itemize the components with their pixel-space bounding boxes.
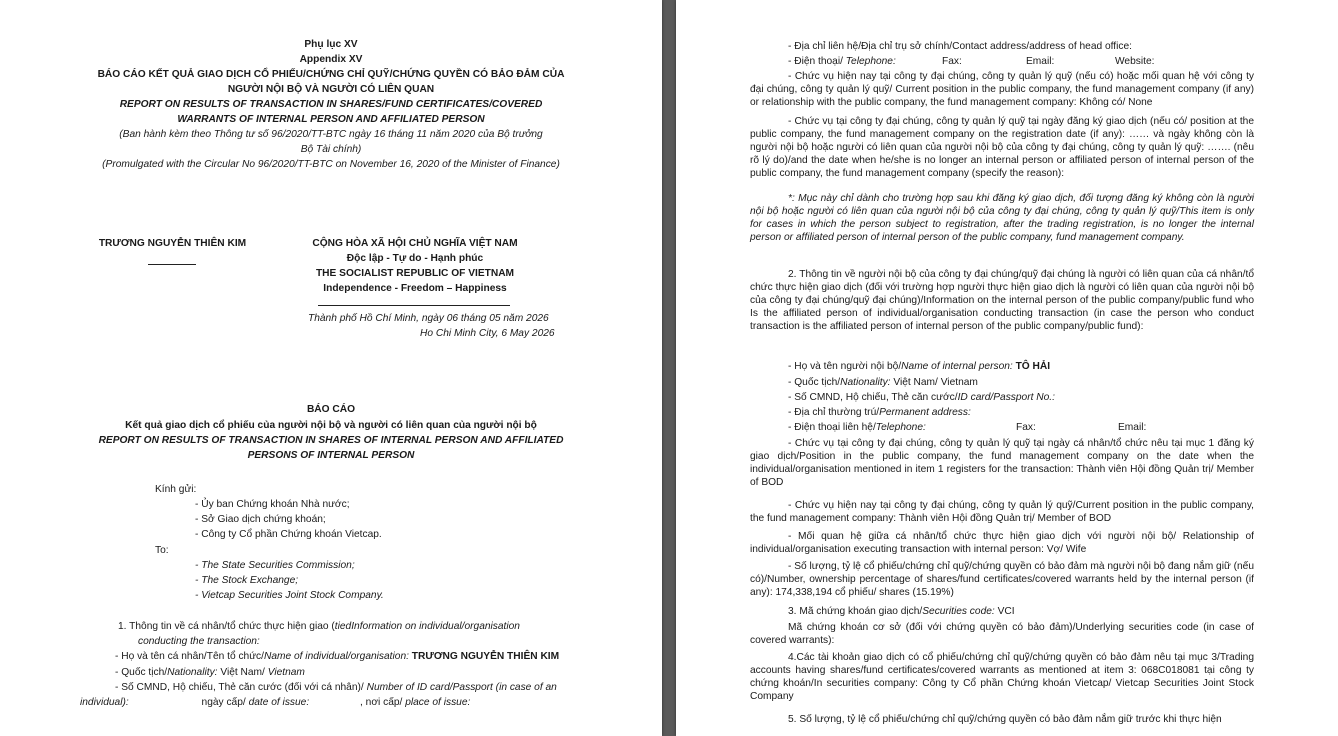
person-name-value: TRƯƠNG NGUYỄN THIÊN KIM <box>411 651 560 662</box>
form-title-vi-line2: NGƯỜI NỘI BỘ VÀ NGƯỜI CÓ LIÊN QUAN <box>227 84 435 95</box>
recipient-en-item: - The Stock Exchange; <box>195 575 299 586</box>
internal-person-name-line: - Họ và tên người nội bộ/Name of internal person: TÔ HẢI <box>788 361 1051 372</box>
note-paragraph: *: Mục này chỉ dành cho trường hợp sau khi đăng ký giao dịch, đối tượng đăng ký không còn là người nội bộ hoặc người có liên quan của người nội bộ của công ty đại chúng, công ty quản lý quỹ/This item is only for cases in which the person subject to registration, after the trading registration, is no longer the internal person or affiliated person of internal person of the public company, fund management company. <box>750 193 1254 243</box>
securities-code-line: 3. Mã chứng khoán giao dịch/Securities code: VCI <box>788 606 1015 617</box>
section-1-heading: 1. Thông tin về cá nhân/tổ chức thực hiện giao (tiedInformation on individual/organisation <box>118 621 520 632</box>
nation-underline <box>318 305 510 306</box>
internal-person-phone-line: - Điện thoại liên hệ/Telephone: Fax: Email: <box>788 422 1147 433</box>
recipient-vi-item: - Công ty Cổ phần Chứng khoán Vietcap. <box>195 529 382 540</box>
report-subtitle-en-line2: PERSONS OF INTERNAL PERSON <box>247 450 415 461</box>
report-subtitle-en-line1: REPORT ON RESULTS OF TRANSACTION IN SHARES OF INTERNAL PERSON AND AFFILIATED <box>98 435 564 446</box>
internal-person-name-value: TÔ HẢI <box>1012 361 1051 372</box>
internal-person-nationality-line: - Quốc tịch/Nationality: Việt Nam/ Vietnam <box>788 377 978 388</box>
trading-accounts-paragraph: 4.Các tài khoản giao dịch có cổ phiếu/chứng chỉ quỹ/chứng quyền có bảo đảm nêu tại mục 3/Trading accounts having shares/fund certificates/covered warrants as mentioned at item 3: 068C018081 tại công ty chứng khoán/In securities company: Công ty Cổ phần Chứng khoán Vietcap/ Vietcap Securities Joint Stock Company <box>750 652 1254 702</box>
position-on-registration-paragraph: - Chức vụ tại công ty đại chúng, công ty quản lý quỹ tại ngày cá nhân/tổ chức nêu tại mục 1 đăng ký giao dịch/Position in the public company, the fund management company on the date when the individual/organisation mentioned in item 1 registers for the transaction: Thành viên Hội đồng Quản trị/ Member of BOD <box>750 438 1254 488</box>
internal-person-address-line: - Địa chỉ thường trú/Permanent address: <box>788 407 971 418</box>
nationality-line: - Quốc tịch/Nationality: Việt Nam/ Vietnam <box>115 667 305 678</box>
sender-name: TRƯƠNG NGUYỄN THIÊN KIM <box>98 238 247 249</box>
form-title-vi-line1: BÁO CÁO KẾT QUẢ GIAO DỊCH CỔ PHIẾU/CHỨNG CHỈ QUỸ/CHỨNG QUYỀN CÓ BẢO ĐẢM CỦA <box>97 69 565 80</box>
current-position-paragraph: - Chức vụ hiện nay tại công ty đại chúng, công ty quản lý quỹ (nếu có) hoặc mối quan hệ với công ty đại chúng, công ty quản lý quỹ/ Current position in the public company, the fund management company (if any) or relationship with the public company, the fund management company: Không có/ None <box>750 71 1254 108</box>
recipient-en-item: - Vietcap Securities Joint Stock Company. <box>195 590 384 601</box>
contact-address-line: - Địa chỉ liên hệ/Địa chỉ trụ sở chính/Contact address/address of head office: <box>788 41 1132 52</box>
appendix-label-en: Appendix XV <box>299 54 363 65</box>
nation-motto-vi: Độc lập - Tự do - Hạnh phúc <box>346 253 484 264</box>
sender-underline <box>148 264 196 265</box>
section-5-line: 5. Số lượng, tỷ lệ cổ phiếu/chứng chỉ quỹ/chứng quyền có bảo đảm nắm giữ trước khi thực hiện <box>788 714 1222 725</box>
holding-paragraph: - Số lượng, tỷ lệ cổ phiếu/chứng chỉ quỹ/chứng quyền có bảo đảm mà người nội bộ đang nắm giữ (nếu có)/Number, ownership percentage of shares/fund certificates/covered warrants held by the internal person (if any): 174,338,194 cổ phiếu/ shares (15.19%) <box>750 561 1254 598</box>
form-title-en-line2: WARRANTS OF INTERNAL PERSON AND AFFILIATED PERSON <box>177 114 485 125</box>
recipient-vi-item: - Ủy ban Chứng khoán Nhà nước; <box>195 499 350 510</box>
report-subtitle-vi: Kết quả giao dịch cổ phiếu của người nội bộ và người có liên quan của người nội bộ <box>125 420 537 431</box>
recipient-vi-item: - Sở Giao dịch chứng khoán; <box>195 514 326 525</box>
recipient-label-en: To: <box>155 545 169 556</box>
circular-note-en: (Promulgated with the Circular No 96/2020/TT-BTC on November 16, 2020 of the Minister of Finance) <box>102 159 560 170</box>
report-heading: BÁO CÁO <box>306 404 356 415</box>
appendix-label-vi: Phụ lục XV <box>304 39 358 50</box>
section-2-paragraph: 2. Thông tin về người nội bộ của công ty đại chúng/quỹ đại chúng là người có liên quan của cá nhân/tổ chức thực hiện giao dịch (đối với trường hợp người thực hiện giao dịch là người có liên quan của người nội bộ của công ty đại chúng/quỹ đại chúng)/Information on the internal person of the public company/public fund who Is the affiliated person of individual/organisation conducting transaction (in case the person who conduct transaction is the affiliated person of internal person of the public company/public fund): <box>750 269 1254 332</box>
form-title-en-line1: REPORT ON RESULTS OF TRANSACTION IN SHARES/FUND CERTIFICATES/COVERED <box>119 99 543 110</box>
document-page-left <box>0 0 662 736</box>
id-number-line-cont: individual): ngày cấp/ date of issue: , nơi cấp/ place of issue: <box>80 697 471 708</box>
circular-note-vi-line1: (Ban hành kèm theo Thông tư số 96/2020/TT-BTC ngày 16 tháng 11 năm 2020 của Bộ trưởng <box>119 129 543 140</box>
recipient-label-vi: Kính gửi: <box>155 484 197 495</box>
report-date-vi: Thành phố Hồ Chí Minh, ngày 06 tháng 05 năm 2026 <box>308 313 549 324</box>
nation-title-vi: CỘNG HÒA XÃ HỘI CHỦ NGHĨA VIỆT NAM <box>312 238 518 249</box>
nation-title-en: THE SOCIALIST REPUBLIC OF VIETNAM <box>315 268 515 279</box>
document-page-right <box>676 0 1338 736</box>
report-date-en: Ho Chi Minh City, 6 May 2026 <box>420 328 555 339</box>
underlying-code-paragraph: Mã chứng khoán cơ sở (đối với chứng quyền có bảo đảm)/Underlying securities code (in case of covered warrants): <box>750 622 1254 646</box>
phone-line: - Điện thoại/ Telephone: Fax: Email: Website: <box>788 56 1155 67</box>
circular-note-vi-line2: Bộ Tài chính) <box>300 144 362 155</box>
person-name-line: - Họ và tên cá nhân/Tên tổ chức/Name of individual/organisation: TRƯƠNG NGUYỄN THIÊN KIM <box>115 651 560 662</box>
id-number-line: - Số CMND, Hộ chiếu, Thẻ căn cước (đối với cá nhân)/ Number of ID card/Passport (in case of an <box>115 682 557 693</box>
relationship-paragraph: - Mối quan hệ giữa cá nhân/tổ chức thực hiện giao dịch với người nội bộ/ Relationship of individual/organisation executing transaction with internal person: Vợ/ Wife <box>750 531 1254 555</box>
registration-position-paragraph: - Chức vụ tại công ty đại chúng, công ty quản lý quỹ tại ngày đăng ký giao dịch (nếu có/ position at the public company, the fund management company on the registration date (if any): …… và ngày không còn là người nội bộ hoặc người có liên quan của người nội bộ của công ty đại chúng, công ty quản lý quỹ: ……. (nêu rõ lý do)/and the date when he/she is no longer an internal person or affiliated person of internal person of the public company, the fund management company (specify the reason): <box>750 116 1254 179</box>
internal-person-id-line: - Số CMND, Hộ chiếu, Thẻ căn cước/ID card/Passport No.: <box>788 392 1055 403</box>
nation-motto-en: Independence - Freedom – Happiness <box>323 283 507 294</box>
current-position-internal-paragraph: - Chức vụ hiện nay tại công ty đại chúng, công ty quản lý quỹ/Current position in the public company, the fund management company: Thành viên Hội đồng Quản trị/ Member of BOD <box>750 500 1254 524</box>
recipient-en-item: - The State Securities Commission; <box>195 560 355 571</box>
section-1-heading-cont: conducting the transaction: <box>138 636 260 647</box>
